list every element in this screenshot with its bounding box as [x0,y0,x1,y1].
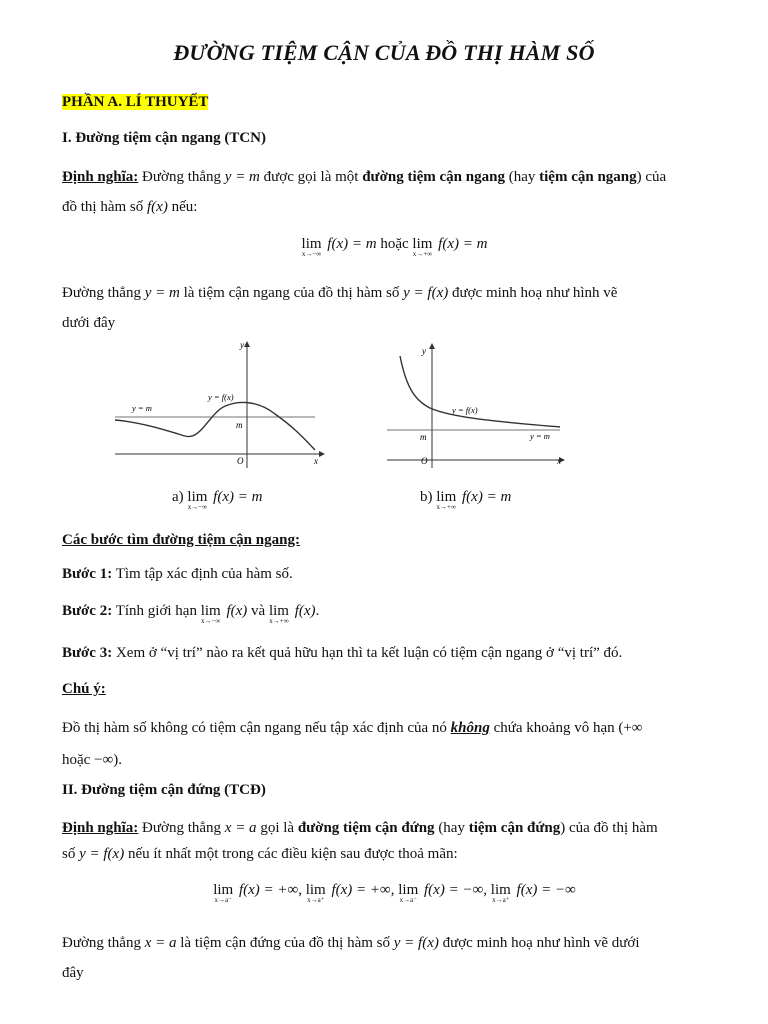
section-1-heading: I. Đường tiệm cận ngang (TCN) [62,130,266,146]
step-2-label: Bước 2: [62,603,113,619]
step-2-expr: f(x) [226,603,248,619]
note-keyword: không [450,720,490,736]
caption-a-prefix: a) [172,489,184,505]
illus-line2: đây [62,965,84,981]
curve-label: y = f(x) [208,392,234,402]
caption-expr: f(x) = m [213,489,263,505]
tcd-def-text-1: Đường thẳng [138,820,225,836]
illus-text-3: được minh hoạ như hình vẽ dưới [438,935,640,951]
step-1 [62,564,727,584]
lim-sub: x→+∞ [436,503,456,511]
origin-label: O [421,456,428,466]
tcn-def-text-3: (hay [504,169,540,185]
lim-word: lim [301,236,322,252]
curve-label: y = f(x) [452,405,478,415]
tcn-def-bold-2: tiệm cận ngang [539,169,637,185]
lim-a-minus [213,880,234,904]
lim-word: lim [268,603,289,619]
illus-eq2: y = f(x) [403,285,449,301]
lim-pos-inf [412,234,433,258]
formula-sep: , [390,882,395,898]
tcd-def-eq2: y = f(x) [79,846,125,862]
note-line2: hoặc −∞). [62,752,122,768]
step-2-and: và [247,603,269,619]
tcn-def-line2-end: nếu: [167,199,198,215]
part-a-heading [62,92,727,112]
lim-word: lim [305,882,326,898]
tcd-def-line2-text: số [62,846,80,862]
caption-b-prefix: b) [420,489,433,505]
tcn-def-line2-text: đồ thị hàm số [62,199,147,215]
step-3-text: Xem ở “vị trí” nào ra kết quả hữu hạn thì ta kết luận có tiệm cận ngang ở “vị trí” đó. [112,645,623,661]
illus-text-3: được minh hoạ như hình vẽ [448,285,618,301]
lim-word: lim [200,603,221,619]
illus-eq: x = a [144,935,177,951]
lim-sub: x→+∞ [269,617,289,625]
y-axis-label: y [422,346,426,356]
y-axis-label: y [240,340,244,350]
lim-sub: x→−∞ [301,250,322,258]
formula-expr-1: f(x) = +∞ [238,882,299,898]
graph-a [110,338,330,473]
step-1-text: Tìm tập xác định của hàm số. [112,566,293,582]
tcn-illustration-text [62,278,727,338]
tcd-def-text-4: ) của đồ thị hàm [560,820,658,836]
lim-sub: x→a⁺ [492,896,510,904]
step-2-text: Tính giới hạn [112,603,201,619]
tcd-def-line2-end: nếu ít nhất một trong các điều kiện sau được thoả mãn: [124,846,458,862]
part-a-label: PHẦN A. LÍ THUYẾT [62,94,209,110]
lim-neg-inf [200,601,221,625]
step-2-end: . [315,603,320,619]
illus-text-1: Đường thẳng [62,935,145,951]
tcn-def-fx: f(x) [147,199,168,215]
lim-a-plus [490,880,511,904]
tcd-def-bold-2: tiệm cận đứng [468,820,561,836]
tcd-def-text-3: (hay [434,820,469,836]
lim-sub: x→a⁻ [214,896,232,904]
note-text-1: Đồ thị hàm số không có tiệm cận ngang nếu tập xác định của nó [62,720,451,736]
tcn-def-text-1: Đường thẳng [138,169,225,185]
lim-neg-inf [187,487,208,511]
lim-neg-inf [301,234,322,258]
formula-expr-2: f(x) = +∞ [331,882,391,898]
formula-sep: , [298,882,302,898]
lim-sub: x→−∞ [187,503,208,511]
step-2 [62,601,727,625]
lim-a-minus [398,880,419,904]
tcn-def-text-2: được gọi là một [259,169,363,185]
lim-word: lim [436,489,457,505]
curve [400,356,560,427]
lim-word: lim [412,236,433,252]
section-2-heading: II. Đường tiệm cận đứng (TCĐ) [62,782,266,798]
lim-word: lim [213,882,234,898]
step-3 [62,643,727,663]
lim-a-plus [305,880,326,904]
illus-eq: y = m [144,285,180,301]
note-heading: Chú ý: [62,681,106,697]
tcd-def-bold-1: đường tiệm cận đứng [297,820,435,836]
caption-b [420,487,620,511]
m-label: m [420,432,427,442]
caption-a [172,487,372,511]
tcn-def-text-4: ) của [636,169,667,185]
illus-line2: dưới đây [62,315,116,331]
lim-pos-inf [436,487,457,511]
graph-b [382,338,567,473]
step-2-expr: f(x) [294,603,316,619]
formula-expr: f(x) = m [438,236,488,252]
note-text [62,712,727,776]
tcn-formula [62,234,727,258]
x-axis-label: x [557,456,561,466]
tcn-def-eq: y = m [224,169,260,185]
formula-expr-3: f(x) = −∞ [424,882,484,898]
origin-label: O [237,456,244,466]
formula-expr: f(x) = m [327,236,377,252]
tcd-def-eq: x = a [224,820,257,836]
line-label: y = m [132,403,152,413]
steps-heading: Các bước tìm đường tiệm cận ngang: [62,532,300,548]
x-axis-label: x [314,456,318,466]
lim-sub: x→a⁻ [399,896,417,904]
lim-word: lim [398,882,419,898]
illus-text-1: Đường thẳng [62,285,145,301]
page-title: ĐƯỜNG TIỆM CẬN CỦA ĐỒ THỊ HÀM SỐ [173,40,595,65]
tcn-def-label: Định nghĩa: [62,169,139,185]
lim-sub: x→a⁺ [307,896,325,904]
lim-word: lim [490,882,511,898]
step-1-label: Bước 1: [62,566,113,582]
tcd-definition [62,815,727,867]
illus-text-2: là tiệm cận đứng của đồ thị hàm số [176,935,394,951]
lim-pos-inf [268,601,289,625]
tcd-illustration-text [62,928,727,988]
formula-expr-4: f(x) = −∞ [516,882,576,898]
lim-sub: x→−∞ [200,617,221,625]
illus-eq2: y = f(x) [393,935,439,951]
tcd-def-text-2: gọi là [256,820,298,836]
formula-sep: , [483,882,488,898]
lim-word: lim [187,489,208,505]
tcd-formula [62,880,727,904]
tcn-def-bold-1: đường tiệm cận ngang [362,169,505,185]
m-label: m [236,420,243,430]
illus-text-2: là tiệm cận ngang của đồ thị hàm số [179,285,404,301]
tcd-def-label: Định nghĩa: [62,820,139,836]
step-3-label: Bước 3: [62,645,113,661]
formula-or: hoặc [380,236,409,252]
caption-expr: f(x) = m [462,489,512,505]
tcn-definition [62,162,727,222]
note-text-2: chứa khoảng vô hạn (+∞ [489,720,643,736]
lim-sub: x→+∞ [412,250,433,258]
line-label: y = m [530,431,550,441]
